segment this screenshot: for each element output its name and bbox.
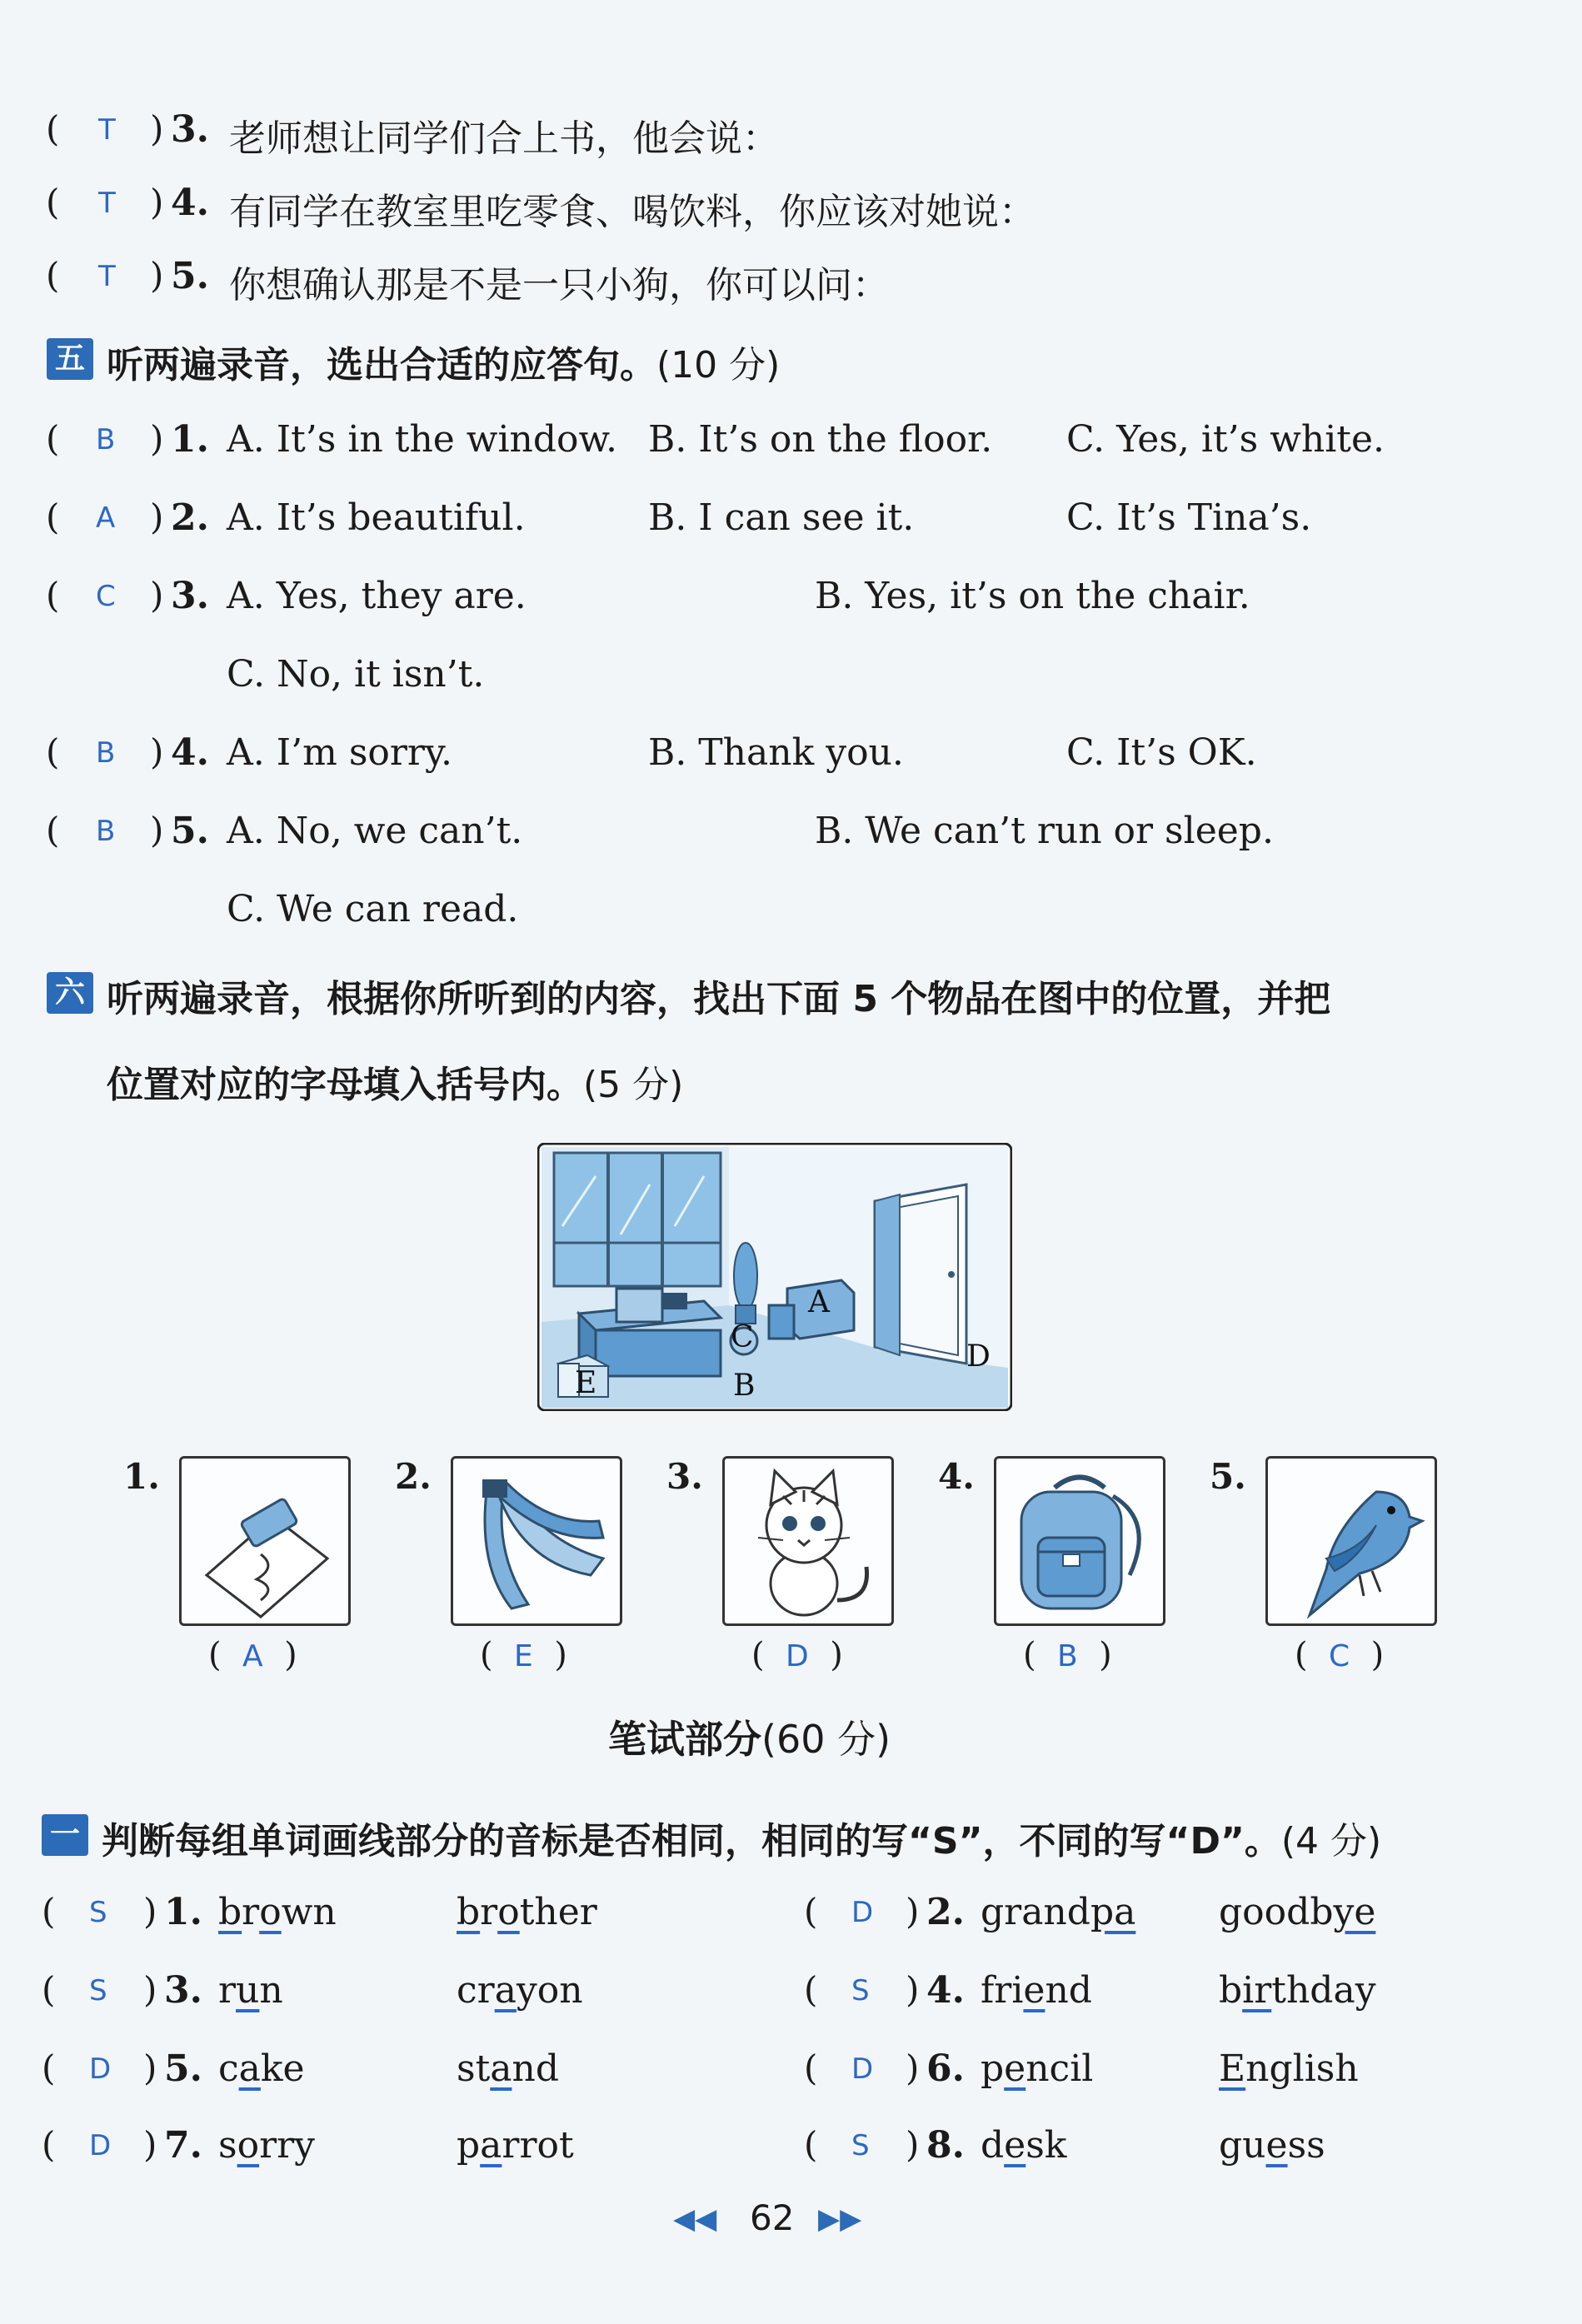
paren-open: ( [42,1969,56,2010]
answer: S [851,2129,870,2162]
paren-close: ) [150,418,164,459]
underlined-part: ir [1242,1969,1272,2012]
word-one [981,1891,1135,1933]
paren-close: ) [150,810,164,850]
answer: T [98,187,116,220]
paren-close: ) [150,575,164,616]
question-number: 6. [926,2047,965,2090]
underlined-part: E [1219,2047,1246,2090]
picture-answer: ( A ) [208,1636,297,1674]
answer: D [89,2052,112,2086]
word-part: p [457,2124,481,2167]
question-number: 1. [164,1891,202,1933]
bananas-icon [451,1456,622,1626]
question-text: 有同学在教室里吃零食、喝饮料，你应该对她说： [229,191,1036,233]
title-text: 听两遍录音，选出合适的应答句。 [107,344,656,387]
picture-answer: ( C ) [1295,1636,1385,1674]
picture-number: 1. [123,1456,160,1497]
section-six-title-line1: 听两遍录音，根据你所听到的内容，找出下面 5 个物品在图中的位置，并把 [107,978,1331,1020]
title-text: 笔试部分 [608,1717,761,1762]
word-part: wn [281,1891,337,1933]
paren-open: ( [46,418,60,459]
question-number: 4. [926,1969,965,2012]
answer: S [851,1974,870,2007]
paren-open: ( [804,1969,818,2010]
paren-open: ( [804,1891,818,1932]
underlined-part: b [457,1891,481,1933]
underlined-part: e [1004,2047,1026,2090]
underlined-part: u [236,1969,260,2012]
word-part: r [242,1891,260,1933]
word-part: c [218,2047,239,2090]
word-one [981,2124,1066,2167]
section-one-badge: 一 [42,1814,88,1856]
section-five-badge: 五 [47,338,93,380]
paren-close: ) [906,2124,920,2165]
word-two [457,2047,559,2090]
question-number: 3. [164,1969,202,2012]
underlined-part: o [237,2124,260,2167]
word-part: grand [981,1891,1090,1933]
paren-open: ( [804,2124,818,2165]
paren-open: ( [42,1891,56,1932]
option-c: C. Yes, it’s white. [1066,418,1385,461]
question-number: 4. [171,731,209,774]
underlined-part: ye [1333,1891,1376,1933]
option-a: A. It’s beautiful. [227,496,526,539]
bird-icon [1265,1456,1437,1626]
paren-close: ) [906,2047,920,2088]
answer: S [89,1896,107,1929]
word-part: ss [1287,2124,1325,2167]
room-label-d: D [966,1339,991,1374]
eraser-icon [179,1456,351,1626]
paren-open: ( [46,108,60,149]
paren-close: ) [143,2124,157,2165]
option-a: A. No, we can’t. [227,810,523,852]
word-part: ncil [1026,2047,1094,2090]
word-two [457,1969,583,2012]
picture-number: 2. [395,1456,432,1497]
written-part-title [608,1709,891,1764]
underlined-part: b [218,1891,242,1933]
word-one [981,2047,1093,2090]
room-label-b: B [733,1369,756,1403]
paren-close: ) [906,1969,920,2010]
question-number: 5. [171,255,209,297]
picture-number: 3. [666,1456,703,1497]
underlined-part: o [497,1891,520,1933]
page-footer [673,2197,873,2247]
option-a: A. Yes, they are. [227,575,527,617]
option-b: B. Thank you. [648,731,904,774]
word-part: yon [516,1969,583,2012]
paren-close: ) [143,2047,157,2088]
underlined-part: a [480,2124,502,2167]
word-part: nd [512,2047,560,2090]
question-number: 2. [171,496,209,539]
underlined-part: a [494,1969,517,2012]
word-part: nd [1045,1969,1092,2012]
word-part: rrot [502,2124,574,2167]
title-text: 判断每组单词画线部分的音标是否相同，相同的写“S”，不同的写“D”。 [102,1820,1281,1863]
section-one-title [102,1811,1381,1864]
word-part: ke [260,2047,305,2090]
option-b: B. We can’t run or sleep. [815,810,1274,852]
word-part: nglish [1245,2047,1359,2090]
paren-open: ( [46,731,60,772]
word-two [1219,1969,1376,2012]
word-one [981,1969,1092,2012]
paren-open: ( [42,2124,56,2165]
question-number: 5. [164,2047,202,2090]
picture-answer: ( D ) [751,1636,843,1674]
paren-open: ( [46,255,60,296]
answer: D [851,2052,874,2086]
question-number: 1. [171,418,209,461]
question-number: 5. [171,810,209,852]
question-text: 老师想让同学们合上书，他会说： [229,117,779,160]
paren-close: ) [150,496,164,537]
paren-open: ( [46,575,60,616]
option-c: C. We can read. [227,888,519,930]
points: (60 分) [761,1717,891,1762]
answer: S [89,1974,107,2007]
word-one [218,1969,283,2012]
answer: B [96,736,116,770]
word-one [218,1891,337,1933]
underlined-part: e [1004,2124,1026,2167]
word-two [1219,2047,1359,2090]
question-number: 4. [171,182,209,224]
option-b: B. It’s on the floor. [648,418,993,461]
word-one [218,2124,315,2167]
word-part: ther [519,1891,597,1933]
room-label-a: A [808,1285,830,1319]
option-b: B. I can see it. [648,496,915,539]
question-text: 你想确认那是不是一只小狗，你可以问： [229,264,889,307]
option-c: C. It’s Tina’s. [1066,496,1312,539]
room-illustration [537,1143,1012,1411]
section-six-title-line2 [107,1055,683,1108]
option-a: A. It’s in the window. [227,418,617,461]
cat-icon [722,1456,894,1626]
word-part: b [1219,1969,1243,2012]
underlined-part: a [238,2047,261,2090]
section-five-title [107,335,780,388]
paren-close: ) [150,108,164,149]
word-one [218,2047,305,2090]
backpack-icon [994,1456,1165,1626]
underlined-part: e [1023,1969,1046,2012]
option-b: B. Yes, it’s on the chair. [815,575,1250,617]
points: (4 分) [1280,1820,1382,1863]
word-part: s [218,2124,237,2167]
paren-close: ) [143,1969,157,2010]
underlined-part: e [1265,2124,1288,2167]
word-part: d [981,2124,1005,2167]
paren-open: ( [42,2047,56,2088]
paren-close: ) [150,731,164,772]
word-two [1219,1891,1375,1933]
word-part: cr [457,1969,495,2012]
word-part: n [259,1969,283,2012]
question-number: 3. [171,575,209,617]
word-part: r [218,1969,237,2012]
word-part: rry [259,2124,316,2167]
question-number: 7. [164,2124,202,2167]
paren-close: ) [143,1891,157,1932]
word-two [1219,2124,1325,2167]
picture-number: 5. [1210,1456,1246,1497]
word-part: st [457,2047,491,2090]
word-part: r [480,1891,498,1933]
word-part: sk [1026,2124,1067,2167]
answer: B [96,423,116,456]
word-part: fri [981,1969,1024,2012]
prev-page-icon: ◀◀ [673,2202,717,2236]
answer: T [98,113,116,147]
paren-open: ( [46,496,60,537]
answer: D [851,1896,874,1929]
answer: C [96,580,116,613]
word-part: thday [1271,1969,1376,2012]
underlined-part: pa [1090,1891,1136,1933]
answer: T [98,260,116,293]
picture-answer: ( E ) [480,1636,567,1674]
word-two [457,1891,597,1933]
room-scene [537,1143,1012,1411]
word-two [457,2124,574,2167]
underlined-part: o [259,1891,282,1933]
page-number: 62 [750,2197,795,2238]
option-c: C. No, it isn’t. [227,653,485,696]
answer: B [96,815,116,848]
picture-number: 4. [938,1456,975,1497]
points: (10 分) [656,344,781,387]
paren-close: ) [150,255,164,296]
paren-open: ( [46,182,60,222]
title-text: 位置对应的字母填入括号内。 [107,1064,583,1106]
paren-open: ( [804,2047,818,2088]
word-part: p [981,2047,1005,2090]
room-label-e: E [575,1366,597,1400]
room-label-c: C [731,1320,754,1354]
paren-close: ) [150,182,164,222]
paren-open: ( [46,810,60,850]
answer: D [89,2129,112,2162]
answer: A [96,501,116,535]
underlined-part: a [490,2047,512,2090]
word-part: gu [1219,2124,1266,2167]
section-six-badge: 六 [47,972,93,1014]
next-page-icon: ▶▶ [818,2202,862,2236]
question-number: 3. [171,108,209,151]
question-number: 2. [926,1891,965,1933]
paren-close: ) [906,1891,920,1932]
picture-answer: ( B ) [1023,1636,1112,1674]
option-c: C. It’s OK. [1066,731,1257,774]
question-number: 8. [926,2124,965,2167]
points: (5 分) [583,1064,684,1106]
option-a: A. I’m sorry. [227,731,452,774]
word-part: goodb [1219,1891,1334,1933]
